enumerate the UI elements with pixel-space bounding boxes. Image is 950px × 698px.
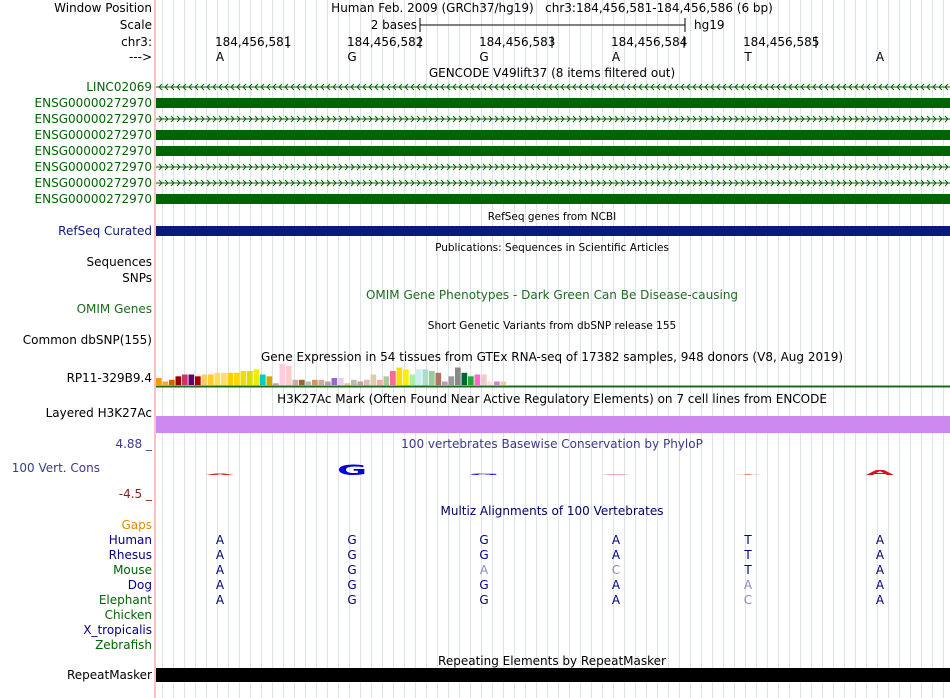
svg-text:A: A [601,473,631,476]
species-label[interactable]: Mouse [113,563,152,577]
conservation-logo[interactable] [206,462,895,479]
gtex-tissue-bar[interactable] [390,371,396,385]
alignment-base: G [347,548,357,562]
ruler-position: 184,456,583 [479,35,556,49]
gencode-row-label[interactable]: LINC02069 [86,80,152,94]
window-position-value: Human Feb. 2009 (GRCh37/hg19) chr3:184,456,581-184,456,586 (6 bp) [331,1,773,15]
gtex-tissue-bar[interactable] [260,375,266,386]
gtex-tissue-bar[interactable] [247,371,253,385]
gtex-tissue-bar[interactable] [195,376,201,385]
alignment-base: G [347,578,357,592]
chrom-label: chr3: [121,35,152,49]
ruler-base: G [479,50,489,64]
conservation-min-label: -4.5 _ [118,487,152,501]
gtex-tissue-bar[interactable] [299,380,305,385]
multiz-alignment[interactable] [83,533,885,652]
gtex-tissue-bar[interactable] [234,373,240,385]
alignment-base: T [744,533,752,547]
ruler-base: T [744,50,752,64]
alignment-base: A [611,578,621,592]
gtex-tissue-bar[interactable] [384,376,390,385]
ruler-base: A [215,50,225,64]
scale-assembly: hg19 [694,18,725,32]
gtex-tissue-bar[interactable] [338,378,344,385]
alignment-base: G [347,563,357,577]
gtex-tissue-bar[interactable] [312,380,318,385]
gtex-tissue-bar[interactable] [273,383,279,385]
gtex-tissue-bar[interactable] [358,382,364,386]
alignment-base: G [347,593,357,607]
publications-track-title: Publications: Sequences in Scientific Articles [435,242,669,254]
svg-text:A: A [865,468,895,477]
gtex-tissue-bar[interactable] [449,376,455,385]
gencode-exon-block[interactable] [156,194,950,204]
species-label[interactable]: Chicken [104,608,152,622]
alignment-base: A [215,593,225,607]
repeatmasker-block[interactable] [156,668,950,682]
alignment-base: G [479,548,489,562]
gtex-tissue-bar[interactable] [169,380,175,385]
gtex-tissue-bar[interactable] [228,373,234,385]
gtex-tissue-bar[interactable] [189,375,195,386]
gtex-tissue-bar[interactable] [455,368,461,386]
gtex-tissue-bar[interactable] [462,373,468,385]
gtex-tissue-bar[interactable] [410,375,416,386]
gtex-track-title: Gene Expression in 54 tissues from GTEx RNA-seq of 17382 samples, 948 donors (V8, Aug 2019) [260,350,844,364]
gtex-tissue-bar[interactable] [241,371,247,385]
gencode-exon-block[interactable] [156,98,950,108]
gencode-row-label[interactable]: ENSG00000272970 [34,128,152,142]
alignment-base: A [215,533,225,547]
gtex-tissue-bar[interactable] [488,382,494,386]
svg-text:T: T [735,473,761,476]
gencode-row-label[interactable]: ENSG00000272970 [34,176,152,190]
alignment-base: A [611,593,621,607]
gtex-tissue-bar[interactable] [163,382,169,386]
sequences-track-label[interactable]: Sequences [86,255,152,269]
gtex-tissue-bar[interactable] [325,382,331,386]
species-label[interactable]: Human [108,533,152,547]
species-label[interactable]: Elephant [98,593,152,607]
gencode-track-title: GENCODE V49lift37 (8 items filtered out) [428,66,676,80]
h3k27ac-track-title: H3K27Ac Mark (Often Found Near Active Regulatory Elements) on 7 cell lines from ENCODE [277,392,827,406]
h3k27ac-track-label[interactable]: Layered H3K27Ac [45,406,152,420]
gtex-track-label[interactable]: RP11-329B9.4 [66,371,152,385]
ruler-base: G [347,50,357,64]
conservation-logo-letter [337,462,367,479]
omim-track-title: OMIM Gene Phenotypes - Dark Green Can Be Disease-causing [365,288,739,302]
refseq-track-title: RefSeq genes from NCBI [487,211,617,223]
gtex-tissue-bar[interactable] [267,376,273,385]
gtex-tissue-bar[interactable] [208,375,214,386]
gtex-tissue-bar[interactable] [442,382,448,386]
multiz-track-title: Multiz Alignments of 100 Vertebrates [440,504,664,518]
svg-text:G: G [469,473,499,476]
conservation-track-title: 100 vertebrates Basewise Conservation by PhyloP [401,437,703,451]
ruler-base: A [611,50,621,64]
alignment-base: T [744,563,752,577]
alignment-base: C [743,593,753,607]
gtex-tissue-bar[interactable] [156,378,162,385]
gtex-tissue-bar[interactable] [215,373,221,385]
gtex-tissue-bar[interactable] [306,382,312,386]
ruler-position: 184,456,582 [347,35,424,49]
conservation-max-label: 4.88 _ [115,437,152,451]
gtex-tissue-bar[interactable] [475,375,481,386]
alignment-base: A [875,578,885,592]
gtex-tissue-bar[interactable] [436,373,442,385]
gtex-tissue-bar[interactable] [416,369,422,385]
dbsnp-track-title: Short Genetic Variants from dbSNP release 155 [427,320,677,332]
species-label[interactable]: Zebrafish [95,638,152,652]
gencode-row-label[interactable]: ENSG00000272970 [34,192,152,206]
conservation-logo-letter [602,474,630,475]
conservation-logo-letter [866,469,895,477]
alignment-base: A [611,533,621,547]
gtex-tissue-bar[interactable] [332,378,338,385]
omim-track-label[interactable]: OMIM Genes [76,302,152,316]
refseq-gene-block[interactable] [156,226,950,236]
species-label[interactable]: Dog [127,578,152,592]
species-label[interactable]: X_tropicalis [83,623,152,637]
refseq-track-label[interactable]: RefSeq Curated [58,224,152,238]
gencode-row-label[interactable]: ENSG00000272970 [34,144,152,158]
ruler-position: 184,456,585 [743,35,820,49]
alignment-base: A [611,548,621,562]
gaps-label: Gaps [121,518,152,532]
alignment-base: G [479,578,489,592]
gtex-tissue-bar[interactable] [176,376,182,385]
conservation-logo-letter [736,474,761,475]
conservation-logo-letter [206,474,234,476]
gtex-tissue-bar[interactable] [501,382,507,386]
gtex-tissue-bar[interactable] [221,373,227,385]
alignment-base: T [744,548,752,562]
alignment-base: A [875,533,885,547]
alignment-base: A [479,563,489,577]
scale-value: 2 bases [370,18,417,32]
ruler-position: 184,456,581 [215,35,292,49]
gtex-tissue-bar[interactable] [397,368,403,386]
conservation-logo-letter [469,473,499,475]
gtex-tissue-bar[interactable] [371,375,377,386]
gtex-tissue-bar[interactable] [351,380,357,385]
gencode-exon-block[interactable] [156,146,950,156]
gencode-row-label[interactable]: ENSG00000272970 [34,96,152,110]
gtex-tissue-bar[interactable] [293,380,299,385]
alignment-base: A [875,593,885,607]
gtex-tissue-bar[interactable] [481,375,487,386]
gtex-tissue-bar[interactable] [364,380,370,385]
gencode-row-label[interactable]: ENSG00000272970 [34,112,152,126]
strand-label: ---> [128,50,152,64]
svg-text:A: A [205,473,235,476]
snps-track-label[interactable]: SNPs [122,271,152,285]
gtex-tissue-bar[interactable] [468,376,474,385]
gtex-tissue-bar[interactable] [254,369,260,385]
alignment-base: A [875,563,885,577]
alignment-base: G [479,593,489,607]
repeatmasker-track-title: Repeating Elements by RepeatMasker [438,654,666,668]
scale-label: Scale [119,18,152,32]
alignment-base: G [347,533,357,547]
gtex-tissue-bar[interactable] [202,375,208,386]
alignment-base: A [215,578,225,592]
gtex-tissue-bar[interactable] [494,382,500,386]
alignment-base: A [215,548,225,562]
h3k27ac-signal[interactable] [156,416,950,433]
svg-text:G: G [337,461,367,479]
gtex-tissue-bar[interactable] [280,364,286,385]
gtex-tissue-bar[interactable] [345,383,351,385]
gencode-row-label[interactable]: ENSG00000272970 [34,160,152,174]
ruler-base: A [875,50,885,64]
gtex-tissue-bar[interactable] [319,380,325,385]
gtex-tissue-bar[interactable] [403,369,409,385]
alignment-base: A [743,578,753,592]
alignment-base: G [479,533,489,547]
gtex-tissue-bar[interactable] [286,366,292,385]
gtex-tissue-bar[interactable] [377,380,383,385]
alignment-base: A [875,548,885,562]
ruler-position: 184,456,584 [611,35,688,49]
species-label[interactable]: Rhesus [108,548,152,562]
gencode-exon-block[interactable] [156,130,950,140]
alignment-base: A [215,563,225,577]
alignment-base: C [611,563,621,577]
window-position-label: Window Position [54,1,152,15]
dbsnp-track-label[interactable]: Common dbSNP(155) [22,333,152,347]
repeatmasker-track-label[interactable]: RepeatMasker [66,668,152,682]
conservation-track-label[interactable]: 100 Vert. Cons [11,461,100,475]
gtex-tissue-bar[interactable] [182,375,188,386]
gtex-tissue-bar[interactable] [429,371,435,385]
gtex-expression-bars[interactable] [156,364,506,385]
gtex-tissue-bar[interactable] [423,369,429,385]
